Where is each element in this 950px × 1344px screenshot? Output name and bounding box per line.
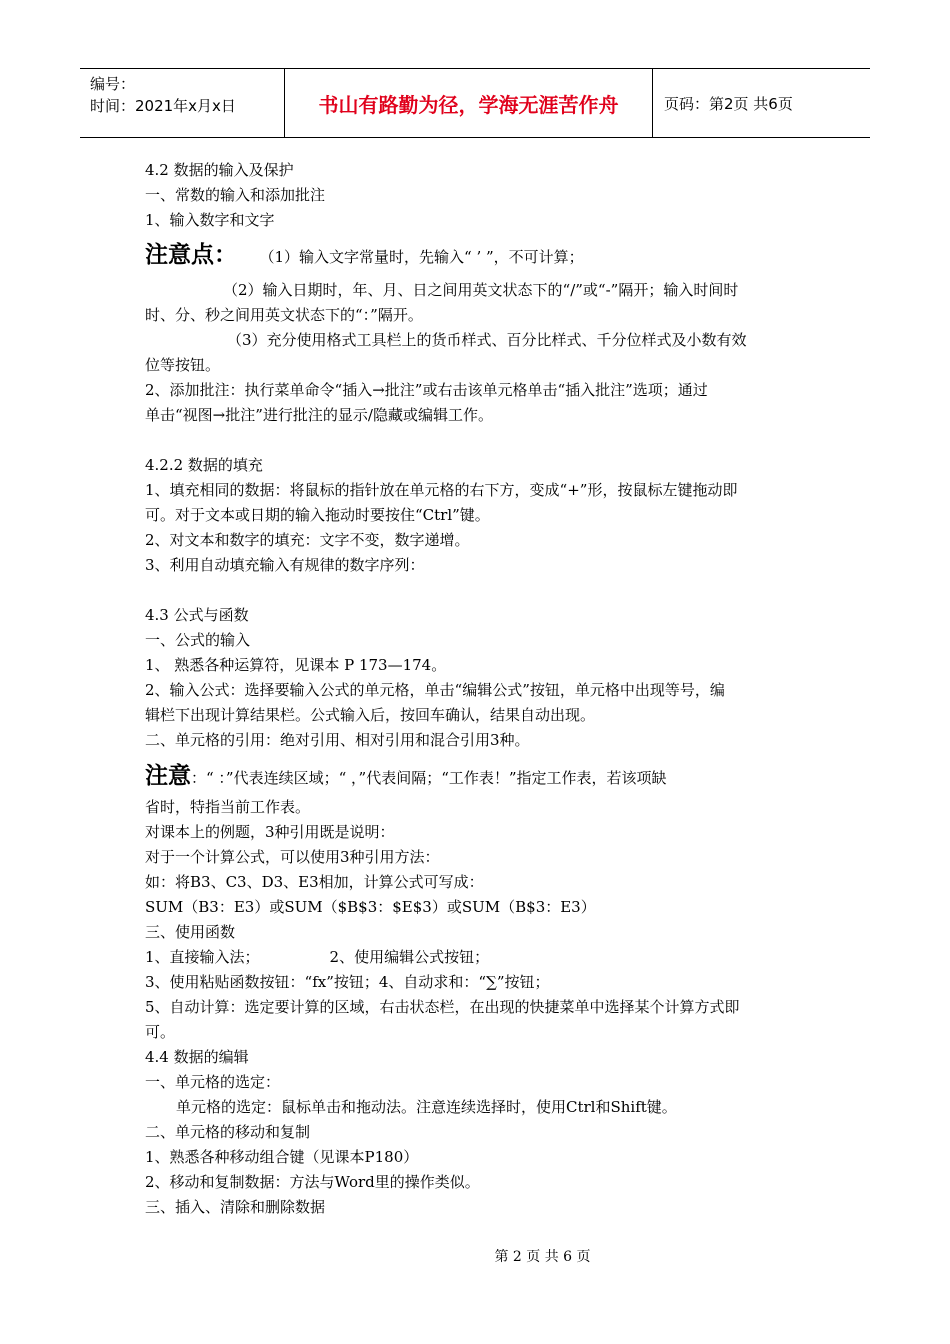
page-footer [0,1246,950,1266]
note-line [145,759,807,795]
section-heading: 4.4 数据的编辑 [145,1048,249,1066]
subsection-heading: 一、单元格的选定： [145,1073,281,1091]
section-heading: 4.2 数据的输入及保护 [145,161,294,179]
paragraph: 2、移动和复制数据：方法与Word里的操作类似。 [145,1173,480,1191]
paragraph: 辑栏下出现计算结果栏。公式输入后，按回车确认，结果自动出现。 [145,706,596,724]
paragraph: 2、添加批注：执行菜单命令“插入→批注”或右击该单元格单击“插入批注”选项；通过 [145,381,708,399]
paragraph: 1、 熟悉各种运算符，见课本 P 173—174。 [145,656,447,674]
paragraph: 单击“视图→批注”进行批注的显示/隐藏或编辑工作。 [145,406,493,424]
note-title: 注意 [145,763,191,789]
subsection-heading: 一、公式的输入 [145,631,251,649]
paragraph: 对课本上的例题，3种引用既是说明： [145,823,395,841]
note-line [145,238,807,274]
paragraph: 5、自动计算：选定要计算的区域，右击状态栏，在出现的快捷菜单中选择某个计算方式即 [145,998,740,1016]
paragraph: 1、填充相同的数据：将鼠标的指针放在单元格的右下方，变成“+”形，按鼠标左键拖动即 [145,481,738,499]
section-heading: 4.2.2 数据的填充 [145,456,263,474]
note-item-cont: 位等按钮。 [145,356,221,374]
subsection-heading: 一、常数的输入和添加批注 [145,186,326,204]
subsection-heading: 三、使用函数 [145,923,236,941]
document-body [145,158,807,1220]
footer-page-number: 第 2 页 共 6 页 [494,1249,591,1265]
note-item: （3）充分使用格式工具栏上的货币样式、百分比样式、千分位样式及小数有效 [227,331,747,349]
header-info-cell [80,69,284,137]
section-heading: 4.3 公式与函数 [145,606,249,624]
note-item: （2）输入日期时，年、月、日之间用英文状态下的“/”或“-”隔开；输入时间时 [223,281,739,299]
subsection-heading: 二、单元格的移动和复制 [145,1123,311,1141]
formula-line: SUM（B3：E3）或SUM（$B$3：$E$3）或SUM（B$3：E3） [145,898,596,916]
note-item: （1）输入文字常量时，先输入“ ’ ”，不可计算； [267,248,584,266]
header-motto-cell [284,69,653,137]
note-title: 注意点： [145,242,237,268]
paragraph: 可。对于文本或日期的输入拖动时要按住“Ctrl”键。 [145,506,490,524]
paragraph: 2、对文本和数字的填充：文字不变，数字递增。 [145,531,470,549]
paragraph: 可。 [145,1023,176,1041]
motto-text: 书山有路勤为径，学海无涯苦作舟 [318,92,619,117]
paragraph: 3、利用自动填充输入有规律的数字序列： [145,556,425,574]
paragraph: 2、输入公式：选择要输入公式的单元格，单击“编辑公式”按钮，单元格中出现等号，编 [145,681,725,699]
paragraph: 3、使用粘贴函数按钮：“fx”按钮；4、自动求和：“∑”按钮； [145,973,550,991]
header-page-cell [653,69,870,137]
paragraph: 1、输入数字和文字 [145,211,275,229]
time-label: 时间：2021年x月x日 [90,97,236,115]
page-label: 页码：第2页 共6页 [664,94,793,113]
number-label: 编号： [90,75,136,93]
note-text: ：“ ：”代表连续区域；“ ，”代表间隔；“工作表！”指定工作表，若该项缺 [191,769,667,787]
paragraph: 如：将B3、C3、D3、E3相加，计算公式可写成： [145,873,484,891]
subsection-heading: 二、单元格的引用：绝对引用、相对引用和混合引用3种。 [145,731,530,749]
paragraph: 省时，特指当前工作表。 [145,798,311,816]
paragraph [145,945,807,970]
note-item-cont: 时、分、秒之间用英文状态下的“：”隔开。 [145,306,423,324]
header-table [80,68,870,138]
method-item: 2、使用编辑公式按钮； [329,948,490,966]
method-item: 1、直接输入法； [145,948,260,966]
paragraph: 单元格的选定：鼠标单击和拖动法。注意连续选择时，使用Ctrl和Shift键。 [176,1098,677,1116]
subsection-heading: 三、插入、清除和删除数据 [145,1198,326,1216]
paragraph: 对于一个计算公式，可以使用3种引用方法： [145,848,440,866]
paragraph: 1、熟悉各种移动组合键（见课本P180） [145,1148,419,1166]
